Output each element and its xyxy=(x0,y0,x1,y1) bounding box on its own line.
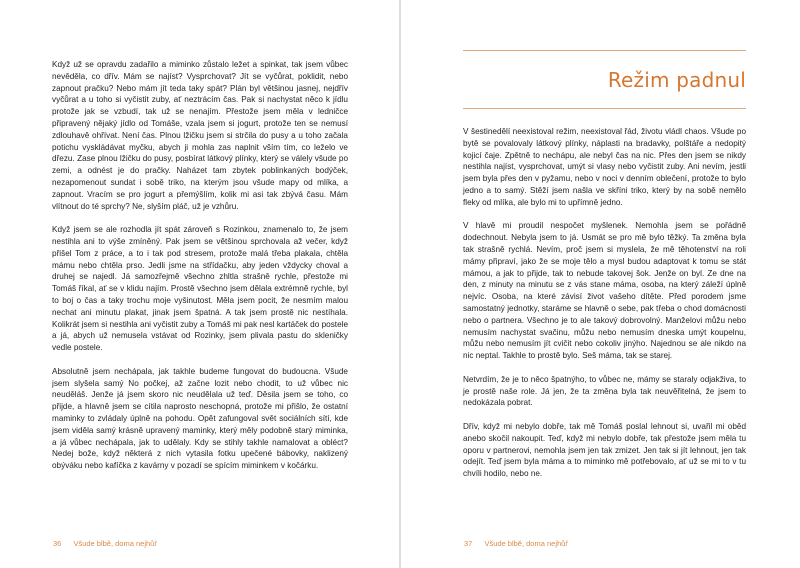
left-page-body xyxy=(52,59,348,484)
right-page-footer xyxy=(464,539,568,548)
left-paragraph-2: Když jsem se ale rozhodla jít spát zároveň s Rozinkou, znamenalo to, že jsem nestihla ani to výše zmíněný. Pak jsem se většinou sprchovala až večer, když přišel Tom z práce, a to i tak pod stresem, protože malá třeba plakala, chtěla mámu nebo chtěla prso. Jedli jsme na střídačku, aby jeden vždycky choval a druhej se najedl. Já samozřejmě všechno zhltla strašně rychle, přestože mi Tomáš říkal, ať se v klidu najím. Prostě všechno jsem dělala extrémně rychle, byl to boj o čas a taky trochu moje vyšinutost. Měla jsem pocit, že nesmím malou nechat ani minutu plakat, jinak jsem špatná. A tak jsem prostě nic nestíhala. Kolikrát jsem si nestihla ani vyčistit zuby a Tomáš mi pak nesl kartáček do postele a já, abych už nemusela vstávat od Rozinky, jsem plivala pastu do skleničky vedle postele. xyxy=(52,225,348,353)
right-page-body xyxy=(463,126,746,492)
right-running-title: Všude blbě, doma nejhůř xyxy=(484,539,568,548)
chapter-title: Režim padnul xyxy=(607,68,746,92)
left-page xyxy=(0,0,399,568)
left-running-title: Všude blbě, doma nejhůř xyxy=(73,539,157,548)
chapter-top-rule xyxy=(463,50,746,51)
right-paragraph-1: V šestinedělí neexistoval režim, neexistoval řád, životu vládl chaos. Všude po bytě se povalovaly látkový plínky, náplasti na bradavky, polštáře a nedopitý kojicí čaje. Zpětně to nechápu, ale nebyl čas na nic. Přes den jsem se nikdy nestihla najíst, vysprchovat, umýt si vlasy nebo vyčistit zuby. Ani nevím, jestli jsem byla přes den v pyžamu, nebo v noci v denním oblečení, protože to bylo jedno a to samý. Stěží jsem našla ve skříni triko, který by na sobě nemělo fleky od mlíka, ale bylo mi to upřímně jedno. xyxy=(463,127,746,207)
left-page-number: 36 xyxy=(53,539,62,548)
left-paragraph-3: Absolutně jsem nechápala, jak takhle budeme fungovat do budoucna. Všude jsem slyšela samý No počkej, až začne lozit nebo chodit, to už vůbec nic neuděláš. Jenže já jsem skoro nic neudělala už teď. Děsila jsem se toho, co přijde, a hlavně jsem se cítila naprosto neschopná, protože mi přišlo, že ostatní maminky to zvládaly úplně na pohodu. Opět zafungoval svět sociálních sítí, kde jsem viděla samý krásně upravený maminky, který měly podobně starý miminka, a já vůbec nechápala, jak to udělaly. Kdy se stihly takhle namalovat a obléct? Nedej bože, když některá z nich vytasila fotku upečené bábovky, naklizený obýváku nebo kafíčka z kavárny v pozadí se spícím miminkem v kočárku. xyxy=(52,366,348,471)
right-page-number: 37 xyxy=(464,539,473,548)
left-paragraph-1: Když už se opravdu zadařilo a miminko zůstalo ležet a spinkat, tak jsem vůbec nevěděla, co dřív. Mám se najíst? Vysprchovat? Jít se vyčůrat, poklidit, nebo zapnout pračku? Nebo mám jít teda taky spát? Plán byl většinou jasnej, nejdřív vyčůrat a u toho si vyčistit zuby, ať neztrácím čas. Pak si nachystat něco k jídlu protože jak se vzbudí, tak už se nenajím. Přestože jsem měla v ledničce připravený nějaký jídlo od Tomáše, vzala jsem si jogurt, protože ten se nemusí zdlouhavě ohřívat. Není čas. Plnou lžičku jsem si strčila do pusy a u toho začala potichu vyskládávat myčku, abych ji mohla zas naplnit vším tím, co leželo ve dřezu. Zase plnou lžičku do pusy, posbírat látkový plínky, který se válely všude po zemi, a odnést je do pračky. Naházet tam zbytek poblinkaných bodýček, nezapomenout sundat i sobě triko, na kterým jsou všude mapy od mlíka, a zapnout. Vracím se pro jogurt a přemýšlím, kolik mi asi tak zbývá času. Mám vlítnout do té sprchy? Ne, slyším pláč, už je vzhůru. xyxy=(52,60,348,211)
right-paragraph-2: V hlavě mi proudil nespočet myšlenek. Nemohla jsem se pořádně dodechnout. Nebyla jsem to já. Usmát se pro mě bylo těžký. Ta změna byla tak strašně rychlá. Nevím, proč jsem si myslela, že mě těhotenství na roli mámy připraví, jako že se moje tělo a mysl budou adaptovat k tomu se stát mámou, a jak to přijde, tak to nebude takovej šok. Jenže on byl. Ze dne na den, z minuty na minutu se z vás stane máma, osoba, na který záleží úplně nejvíc. Osoba, na které závisí život vašeho dítěte. Před porodem jsme samostatný jednotky, staráme se hlavně o sebe, pak třeba o chod domácnosti nebo o partnera. Všechno je to ale takový dobrovolný. Manželovi můžu nebo nemusím nachystat svačinu, můžu nebo nemusím dneska umýt koupelnu, můžu nebo nemusím jít cvičit nebo cokoliv jinýho. Najednou se ale nikdo na nic neptal. Takhle to prostě bylo. Seš máma, tak se starej. xyxy=(463,221,746,361)
left-page-footer xyxy=(53,539,157,548)
chapter-bottom-rule xyxy=(463,108,746,109)
right-paragraph-4: Dřív, když mi nebylo dobře, tak mě Tomáš poslal lehnout si, uvařil mi oběd anebo skočil nakoupit. Teď, když mi nebylo dobře, tak přestože jsem měla tu oporu v partnerovi, nemohla jsem jen tak zmizet. Jen tak si jít lehnout, jen tak odejít. Teď jsem byla máma a to miminko mě potřebovalo, ať už se mi to v tu chvíli hodilo, nebo ne. xyxy=(463,421,746,479)
right-paragraph-3: Netvrdím, že je to něco špatnýho, to vůbec ne, mámy se staraly odjakživa, to je prostě naše role. Já jen, že ta změna byla tak neuvěřitelná, že jsem to nedokázala pobrat. xyxy=(463,374,746,408)
